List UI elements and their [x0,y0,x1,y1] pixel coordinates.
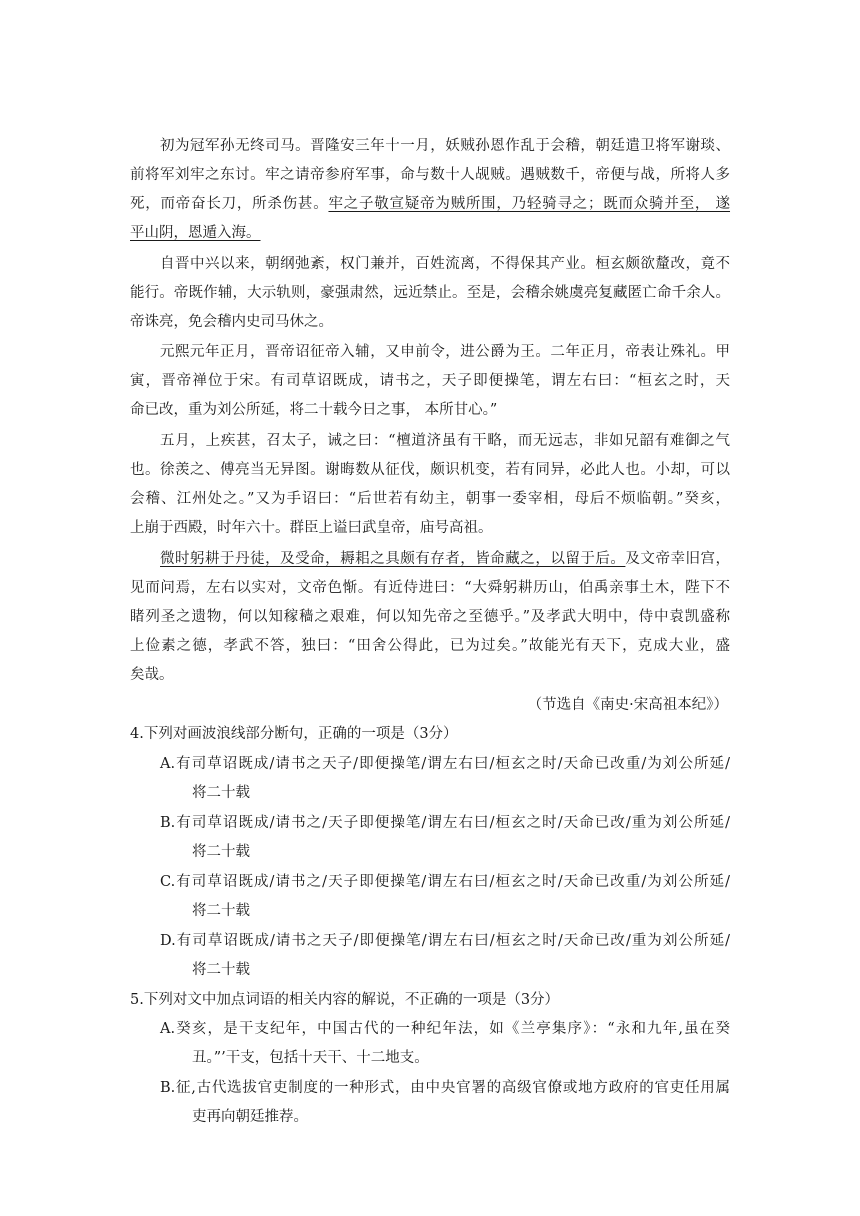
passage-line: 前将军刘牢之东讨。牢之请帝参府军事，命与数十人觇贼。遇贼数千，帝便与战，所将人多 [130,167,730,183]
underlined-sentence: 牢之子敬宣疑帝为贼所围，乃轻骑寻之；既而众骑并至， 遂 [328,196,731,212]
passage-line: 帝诛亮，免会稽内史司马休之。 [130,314,333,330]
passage-line: 能行。帝既作辅，大示轨则，豪强肃然，远近禁止。至是，会稽余姚虞亮复藏匿亡命千余人。 [130,285,730,301]
passage-line: 寅，晋帝禅位于宋。有司草诏既成，请书之，天子即便操笔，谓左右曰：“桓玄之时，天 [130,373,730,389]
passage-line: 初为冠军孙无终司马。晋隆安三年十一月，妖贼孙恩作乱于会稽，朝廷遣卫将军谢琰、 [160,138,730,154]
option-4c: C.有司草诏既成/请书之/天子即便操笔/谓左右曰/桓玄之时/天命已改重/为刘公所延/ [160,874,730,890]
option-5a-cont: 丑。”’干支，包括十天干、十二地支。 [192,1050,429,1066]
option-4a: A.有司草诏既成/请书之天子/即便操笔/谓左右曰/桓玄之时/天命已改重/为刘公所延/ [160,756,730,772]
option-4d: D.有司草诏既成/请书之天子/即便操笔/谓左右曰/桓玄之时/天命已改/重为刘公所延/ [160,933,730,949]
passage-line: 矣哉。 [130,667,174,683]
passage-line: 也。徐羡之、傅亮当无异图。谢晦数从征伐，颇识机变，若有同异，必此人也。小却，可以 [130,462,730,478]
option-4b-cont: 将二十载 [192,844,250,860]
option-4d-cont: 将二十载 [192,962,250,978]
passage-line: 睹列圣之遗物，何以知稼穑之艰难，何以知先帝之至德乎。”及孝武大明中，侍中袁凯盛称 [130,609,730,625]
question-5-stem: 5.下列对文中加点词语的相关内容的解说，不正确的一项是（3分） [130,992,560,1008]
passage-line: 命已改，重为刘公所延，将二十载今日之事， 本所甘心。” [130,402,498,418]
option-5b: B.征,古代选拔官吏制度的一种形式，由中央官署的高级官僚或地方政府的官吏任用属 [160,1080,730,1096]
passage-source: （节选自《南史·宋高祖本纪》） [527,697,728,713]
underlined-sentence: 微时躬耕于丹徒，及受命，耨耜之具颇有存者，皆命藏之，以留于后。 [160,551,626,567]
passage-line: 微时躬耕于丹徒，及受命，耨耜之具颇有存者，皆命藏之，以留于后。及文帝幸旧宫， [160,551,731,567]
passage-line: 上崩于西殿，时年六十。群臣上谥曰武皇帝，庙号高祖。 [130,520,493,536]
passage-line: 死，而帝奋长刀，所杀伤甚。牢之子敬宣疑帝为贼所围，乃轻骑寻之；既而众骑并至， 遂 [130,196,731,212]
question-4-stem: 4.下列对画波浪线部分断句，正确的一项是（3分） [130,726,458,742]
option-5a: A.癸亥，是干支纪年，中国古代的一种纪年法，如《兰亭集序》：“永和九年,虽在癸 [160,1021,730,1037]
option-4c-cont: 将二十载 [192,903,250,919]
option-4b: B.有司草诏既成/请书之/天子即便操笔/谓左右曰/桓玄之时/天命已改/重为刘公所延/ [160,815,730,831]
passage-line: 见而问焉，左右以实对，文帝色惭。有近侍进曰：“大舜躬耕历山，伯禹亲事土木，陛下不 [130,580,730,596]
passage-line: 自晋中兴以来，朝纲弛紊，权门兼并，百姓流离，不得保其产业。桓玄颇欲釐改，竟不 [160,256,730,272]
underlined-sentence: 平山阴，恩遁入海。 [130,225,261,241]
option-4a-cont: 将二十载 [192,785,250,801]
passage-line: 会稽、江州处之。”又为手诏曰：“后世若有幼主，朝事一委宰相，母后不烦临朝。”癸亥， [130,491,730,507]
option-5b-cont: 吏再向朝廷推荐。 [192,1109,308,1125]
passage-line: 元熙元年正月，晋帝诏征帝入辅，又申前令，进公爵为王。二年正月，帝表让殊礼。甲 [160,344,730,360]
passage-line: 五月，上疾甚，召太子，诫之曰：“檀道济虽有干略，而无远志，非如兄韶有难御之气 [160,433,730,449]
passage-line: 上俭素之德，孝武不答，独曰：“田舍公得此，已为过矣。”故能光有天下，克成大业，盛 [130,638,730,654]
